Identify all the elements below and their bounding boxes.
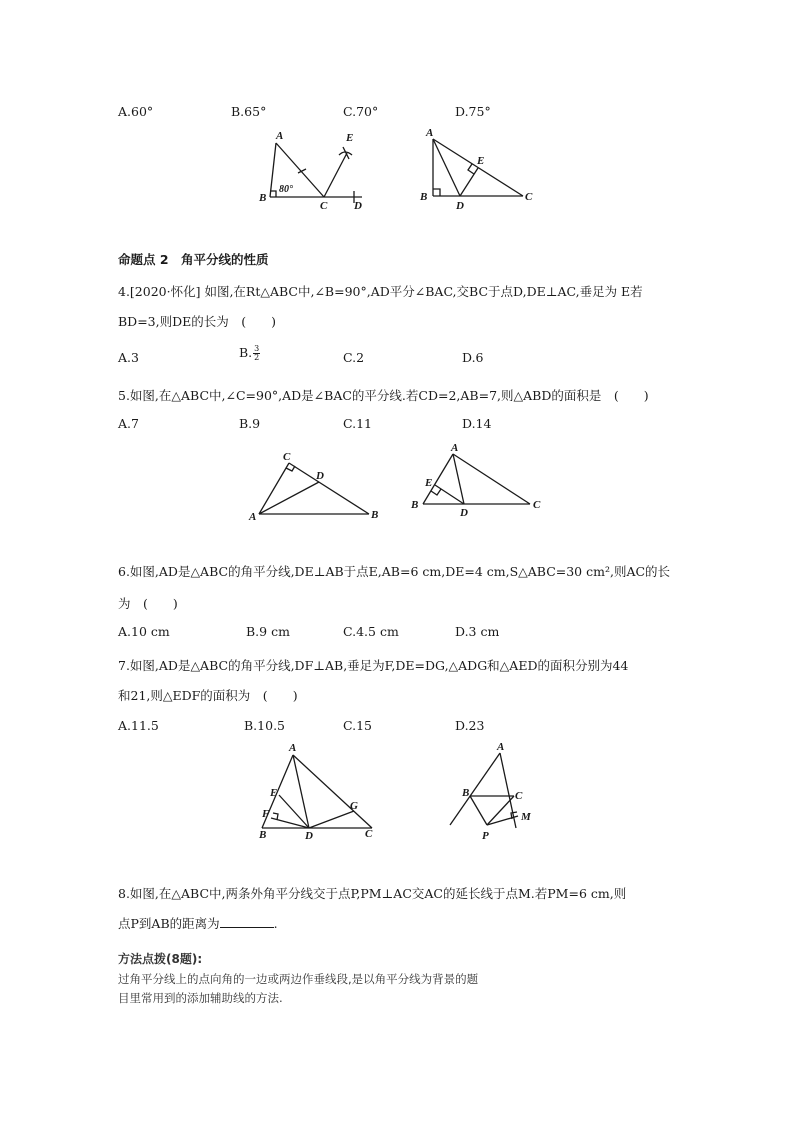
q3-option-c: C.70°	[343, 104, 379, 119]
fig5b-label-e: E	[425, 477, 433, 489]
q8-stem-line2	[118, 914, 278, 932]
fig5a-label-c: C	[283, 451, 291, 463]
q3-option-d: D.75°	[455, 104, 491, 119]
q4-option-c: C.2	[343, 350, 365, 365]
q7-q8-figures	[250, 740, 550, 845]
fig5b-label-d: D	[460, 507, 468, 519]
q5-option-c: C.11	[343, 416, 372, 431]
tips-line1: 过角平分线上的点向角的一边或两边作垂线段,是以角平分线为背景的题	[118, 972, 479, 986]
section-title: 命题点 2 角平分线的性质	[118, 252, 269, 267]
fig3b-label-e: E	[477, 155, 485, 167]
fig3b-label-b: B	[420, 191, 428, 203]
q6-option-d: D.3 cm	[455, 624, 500, 639]
q7-figure	[258, 742, 373, 842]
q8-figure	[450, 741, 532, 842]
fig7-label-g: G	[350, 800, 358, 812]
fig5a-label-d: D	[316, 470, 324, 482]
fig3a-label-d: D	[354, 200, 362, 212]
q3-figure-right	[419, 127, 533, 212]
fig3a-label-b: B	[259, 192, 267, 204]
fig8-label-b: B	[462, 787, 470, 799]
q3-option-b: B.65°	[231, 104, 267, 119]
q8-stem-end: .	[273, 916, 278, 931]
q6-option-b: B.9 cm	[246, 624, 290, 639]
q5-option-d: D.14	[462, 416, 492, 431]
fig3a-label-a: A	[276, 130, 284, 142]
fig3b-label-c: C	[525, 191, 533, 203]
fig3a-label-e: E	[346, 132, 354, 144]
tips-line2: 目里常用到的添加辅助线的方法.	[118, 991, 283, 1005]
q7-stem-line2: 和21,则△EDF的面积为 ( )	[118, 688, 298, 703]
q8-stem-line1: 8.如图,在△ABC中,两条外角平分线交于点P,PM⊥AC交AC的延长线于点M.若PM=6 cm,则	[118, 886, 627, 901]
q4-option-d: D.6	[462, 350, 484, 365]
q5-option-a: A.7	[118, 416, 139, 431]
fig8-label-c: C	[515, 790, 523, 802]
q3-option-a: A.60°	[118, 104, 154, 119]
fraction-denominator: 2	[254, 353, 260, 362]
q6-option-a: A.10 cm	[118, 624, 170, 639]
fig5a-label-b: B	[371, 509, 379, 521]
q5-stem-line1: 5.如图,在△ABC中,∠C=90°,AD是∠BAC的平分线.若CD=2,AB=7,则△ABD的面积是 ( )	[118, 388, 649, 403]
q7-option-c: C.15	[343, 718, 372, 733]
q7-option-d: D.23	[455, 718, 485, 733]
q5-figure-left	[248, 451, 378, 523]
q3-figures	[250, 125, 580, 220]
q5-figure-right	[410, 442, 541, 519]
q6-stem-line1: 6.如图,AD是△ABC的角平分线,DE⊥AB于点E,AB=6 cm,DE=4 cm,S△ABC=30 cm²,则AC的长	[118, 564, 671, 579]
q4-stem-line2: BD=3,则DE的长为 ( )	[118, 314, 277, 329]
fig7-label-e: E	[270, 787, 278, 799]
fig7-label-a: A	[289, 742, 297, 754]
q6-stem-line2: 为 ( )	[118, 596, 178, 611]
q8-answer-blank	[220, 915, 274, 928]
q6-option-c: C.4.5 cm	[343, 624, 399, 639]
fig7-label-c: C	[365, 828, 373, 840]
fig8-label-a: A	[497, 741, 505, 753]
q4-option-a: A.3	[118, 350, 139, 365]
fig3a-angle-label: 80°	[279, 184, 293, 195]
q7-stem-line1: 7.如图,AD是△ABC的角平分线,DF⊥AB,垂足为F,DE=DG,△ADG和△AED的面积分别为44	[118, 658, 629, 673]
q4-option-b	[239, 345, 260, 362]
fig5b-label-a: A	[451, 442, 459, 454]
fig5b-label-c: C	[533, 499, 541, 511]
q7-option-b: B.10.5	[244, 718, 285, 733]
q5-option-b: B.9	[239, 416, 261, 431]
fig7-label-d: D	[305, 830, 313, 842]
q3-figure-left	[258, 130, 362, 212]
fraction-numerator: 3	[254, 344, 260, 353]
q5-figures	[245, 440, 555, 525]
q8-stem-text: 点P到AB的距离为	[118, 916, 220, 931]
q4-stem-line1: 4.[2020·怀化] 如图,在Rt△ABC中,∠B=90°,AD平分∠BAC,交BC于点D,DE⊥AC,垂足为 E若	[118, 284, 643, 299]
fig3a-label-c: C	[320, 200, 328, 212]
fig5b-label-b: B	[411, 499, 419, 511]
fig3b-label-a: A	[426, 127, 434, 139]
fig8-label-p: P	[482, 830, 489, 842]
fig5a-label-a: A	[249, 511, 257, 523]
q4-option-b-label: B.	[239, 345, 253, 360]
q7-option-a: A.11.5	[118, 718, 159, 733]
fig7-label-f: F	[262, 808, 270, 820]
fig8-label-m: M	[521, 811, 531, 823]
tips-title: 方法点拨(8题):	[118, 952, 203, 966]
fig3b-label-d: D	[456, 200, 464, 212]
q4-option-b-fraction	[253, 345, 260, 362]
fig7-label-b: B	[259, 829, 267, 841]
